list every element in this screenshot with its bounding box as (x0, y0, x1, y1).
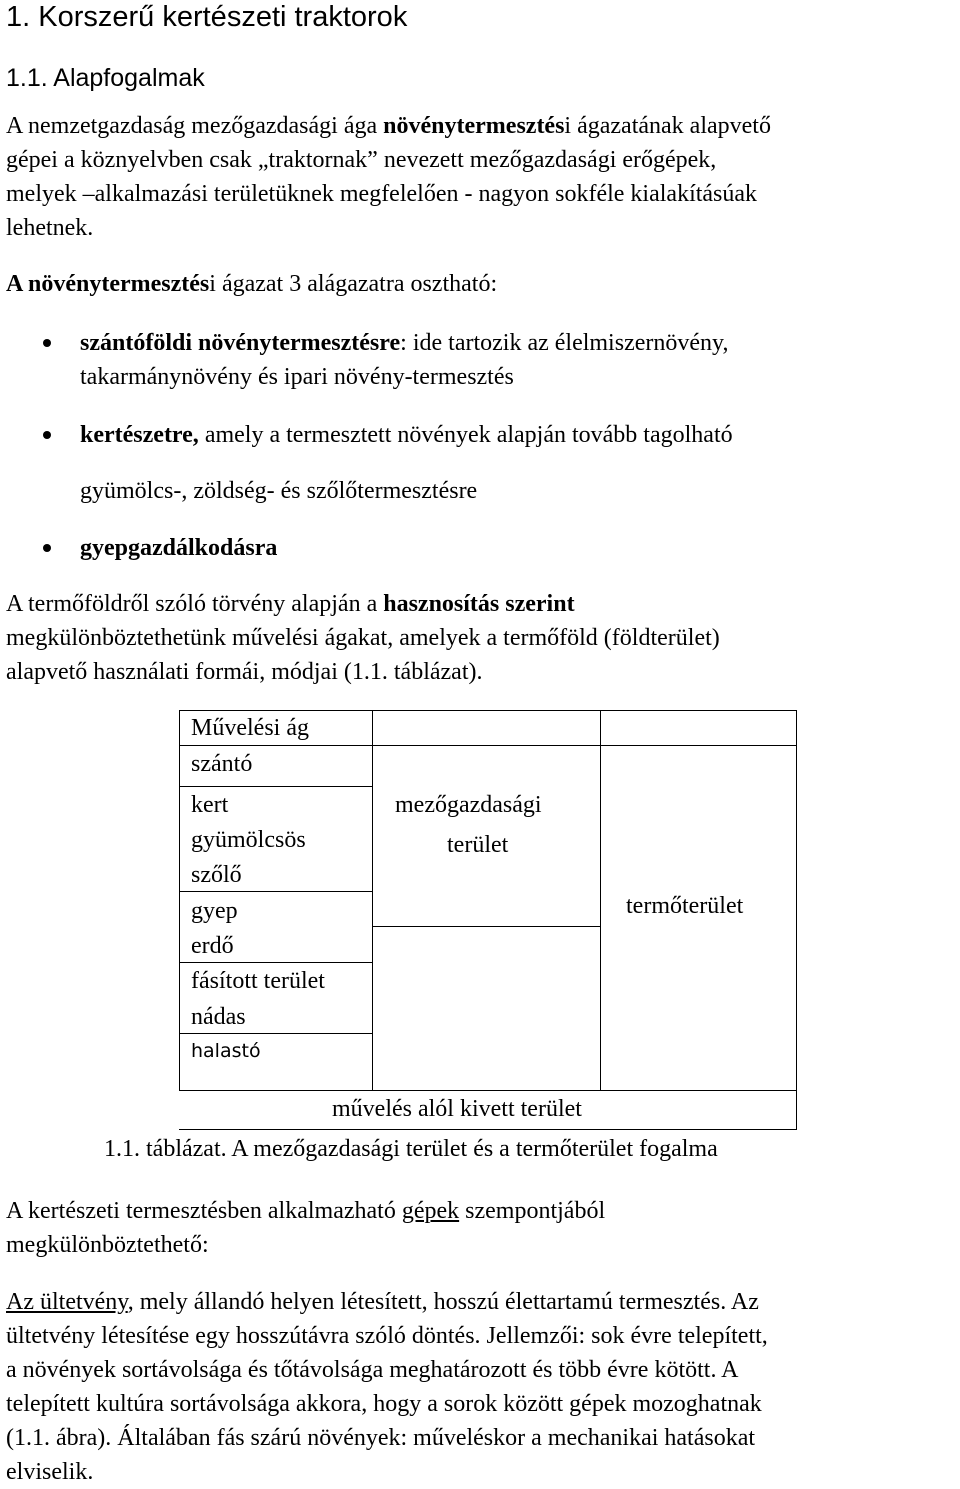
bold-term: gyepgazdálkodásra (80, 535, 278, 561)
plantation-paragraph (6, 1285, 960, 1489)
text-span: amely a termesztett növények alapján tovább tagolható (198, 422, 733, 448)
text-line: a növények sortávolsága és tőtávolsága meghatározott és több évre kötött. A (6, 1357, 739, 1383)
bold-term: hasznosítás szerint (383, 591, 575, 617)
bullet-item-grassland (80, 531, 277, 565)
table-row: kert (191, 792, 229, 818)
bold-term: szántóföldi növénytermesztésre (80, 330, 401, 356)
subdivision-paragraph (6, 267, 960, 301)
text-span: : ide tartozik az élelmiszernövény, (400, 330, 729, 356)
bold-term: A növénytermesztés (6, 271, 210, 297)
text-line: alapvető használati formái, módjai (1.1. táblázat). (6, 659, 483, 685)
intro-paragraph (6, 109, 960, 245)
bullet-dot (43, 544, 51, 552)
text-line: ültetvény létesítése egy hosszútávra szóló döntés. Jellemzői: sok évre telepített, (6, 1323, 768, 1349)
text-line: gépei a köznyelvben csak „traktornak” nevezett mezőgazdasági erőgépek, (6, 147, 717, 173)
bullet-dot (43, 431, 51, 439)
text-line: megkülönböztethető: (6, 1232, 209, 1258)
text-span: A kertészeti termesztésben alkalmazható (6, 1198, 402, 1224)
law-paragraph (6, 587, 960, 689)
text-span: i ágazat 3 alágazatra osztható: (209, 271, 498, 297)
bold-term: kertészetre, (80, 422, 199, 448)
table-productive-label: termőterület (626, 893, 744, 919)
text-line: (1.1. ábra). Általában fás szárú növények: műveléskor a mechanikai hatásokat (6, 1425, 756, 1451)
text-line: megkülönböztethetünk művelési ágakat, amelyek a termőföld (földterület) (6, 625, 720, 651)
machines-paragraph (6, 1194, 960, 1262)
text-line: telepített kultúra sortávolsága akkora, hogy a sorok között gépek mozoghatnak (6, 1391, 762, 1417)
bullet-item-horticulture (80, 418, 733, 452)
bold-term: növénytermesztés (383, 113, 565, 139)
text-span: , mely állandó helyen létesített, hosszú élettartamú termesztés. Az (127, 1289, 759, 1315)
bullet-item-arable-cont: takarmánynövény és ipari növény-termesztés (80, 364, 514, 390)
table-row: fásított terület (191, 968, 325, 994)
text-span: szempontjából (459, 1198, 606, 1224)
text-line: melyek –alkalmazási területüknek megfelelően - nagyon sokféle kialakításúak (6, 181, 758, 207)
text-line: lehetnek. (6, 215, 94, 241)
text-span: i ágazatának alapvető (564, 113, 771, 139)
text-span: A nemzetgazdaság mezőgazdasági ága (6, 113, 384, 139)
table-header: Művelési ág (191, 715, 309, 741)
section-heading: 1.1. Alapfogalmak (6, 64, 205, 92)
table-row: erdő (191, 933, 234, 959)
bullet-item-arable (80, 326, 728, 360)
bullet-item-horticulture-cont: gyümölcs-, zöldség- és szőlőtermesztésre (80, 478, 478, 504)
text-line: elviselik. (6, 1459, 94, 1485)
bullet-dot (43, 339, 51, 347)
table-row: szántó (191, 751, 253, 777)
chapter-heading: 1. Korszerű kertészeti traktorok (6, 1, 408, 33)
table-caption: 1.1. táblázat. A mezőgazdasági terület és a termőterület fogalma (104, 1136, 718, 1162)
underlined-term: Az ültetvény (6, 1289, 128, 1315)
text-span: A termőföldről szóló törvény alapján a (6, 591, 384, 617)
table-row: gyep (191, 898, 238, 924)
table-row: gyümölcsös (191, 827, 306, 853)
table-row: halastó (191, 1040, 261, 1062)
table-row: szőlő (191, 862, 242, 888)
underlined-term: gépek (401, 1198, 460, 1224)
table-row: nádas (191, 1004, 246, 1030)
table-agricultural-label: mezőgazdasági (395, 792, 542, 818)
table-excluded-label: művelés alól kivett terület (332, 1096, 582, 1122)
table-agricultural-label-cont: terület (447, 832, 509, 858)
